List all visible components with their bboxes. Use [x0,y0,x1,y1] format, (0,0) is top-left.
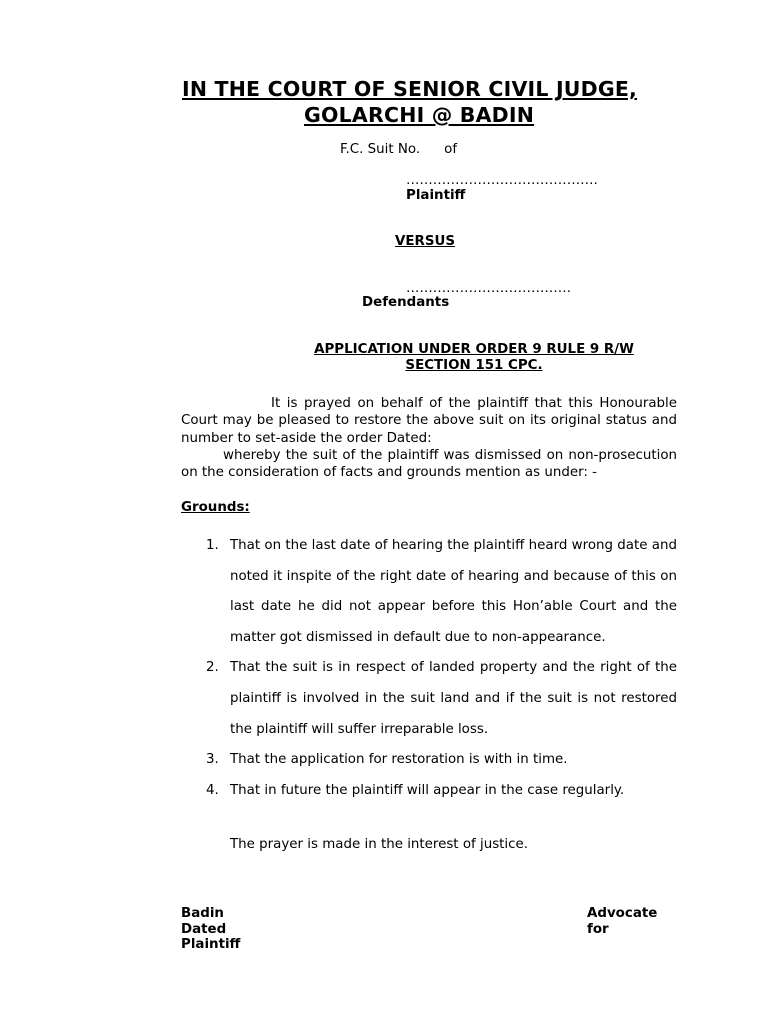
signature-dated: Dated [181,921,227,937]
signature-block-right [587,906,657,937]
signature-block-left [181,906,240,953]
application-title: APPLICATION UNDER ORDER 9 RULE 9 R/W SECTION 151 CPC. [314,342,634,373]
ground-text: That on the last date of hearing the plaintiff heard wrong date and noted it inspite of the right date of hearing and because of this on last date he did not appear before this Hon’able Court and the matter got dismissed in default due to non-appearance. [230,538,677,645]
ground-text: That the suit is in respect of landed property and the right of the plaintiff is involved in the suit land and if the suit is not restored the plaintiff will suffer irreparable loss. [230,660,677,737]
ground-item [206,653,677,745]
court-heading-line1: IN THE COURT OF SENIOR CIVIL JUDGE, [182,77,638,101]
ground-number: 4. [206,782,219,798]
prayer-paragraph-part1: It is prayed on behalf of the plaintiff that this Honourable Court may be pleased to restore the above suit on its original status and number to set-aside the order Dated: [181,396,677,446]
defendants-label: Defendants [362,295,450,310]
ground-text: That in future the plaintiff will appear in the case regularly. [230,782,625,798]
defendant-name-blank: ………………………………. [406,281,571,296]
court-heading-line2: GOLARCHI @ BADIN [304,103,535,127]
ground-number: 3. [206,752,219,768]
ground-item [206,745,677,776]
grounds-heading: Grounds: [181,500,250,515]
signature-advocate: Advocate [587,906,658,921]
suit-number-line [340,142,457,157]
ground-number: 1. [206,538,219,553]
suit-year-of: of [444,142,458,157]
ground-item [206,531,677,653]
plaintiff-name-blank: ……………………………………. [406,173,598,188]
signature-for: for [587,921,609,937]
signature-plaintiff: Plaintiff [181,937,241,952]
suit-number-label: F.C. Suit No. [340,142,421,157]
prayer-paragraph-part2: whereby the suit of the plaintiff was dismissed on non-prosecution on the consideration of facts and grounds mention as under: - [181,447,677,481]
prayer-paragraph [181,395,677,481]
plaintiff-label: Plaintiff [406,188,466,203]
ground-item [206,776,677,807]
ground-text: That the application for restoration is with in time. [230,752,568,768]
signature-place: Badin [181,906,224,921]
ground-number: 2. [206,660,219,676]
versus-label: VERSUS [395,234,455,249]
grounds-list [206,531,677,806]
closing-prayer: The prayer is made in the interest of justice. [230,837,528,852]
